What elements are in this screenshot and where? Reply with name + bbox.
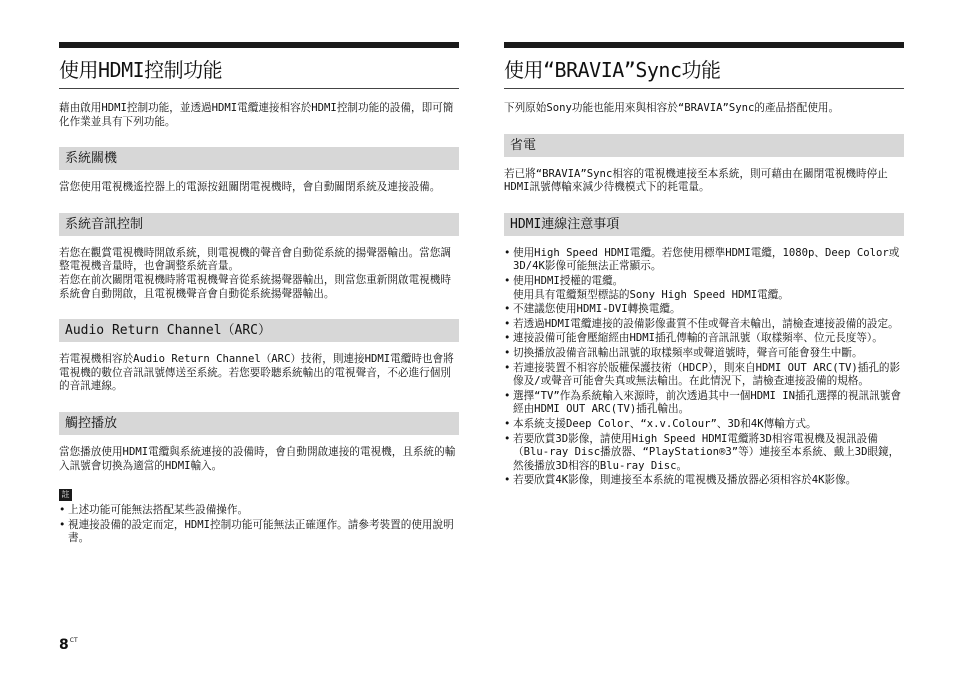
list-item: • 本系統支援Deep Color、“x.v.Colour”、3D和4K傳輸方式。 — [504, 418, 904, 432]
intro-text: 下列原始Sony功能也能用來與相容於“BRAVIA”Sync的產品搭配使用。 — [504, 102, 840, 114]
section-body: 若您在觀賞電視機時開啟系統，則電視機的聲音會自動從系統的揚聲器輸出。當您調整電視機音量時，也會調整系統音量。 — [59, 246, 451, 273]
list-item: • 視連接設備的設定而定，HDMI控制功能可能無法正確運作。請參考裝置的使用說明書。 — [59, 519, 459, 546]
section-body: 若已將“BRAVIA”Sync相容的電視機連接至本系統，則可藉由在關閉電視機時停止HDMI訊號傳輸來減少待機模式下的耗電量。 — [504, 167, 888, 194]
language-code: CT — [69, 637, 78, 644]
list-item: • 若要欣賞4K影像，則連接至本系統的電視機及播放器必須相容於4K影像。 — [504, 474, 904, 488]
section-body: 當您播放使用HDMI電纜與系統連接的設備時，會自動開啟連接的電視機，且系統的輸入訊號會切換為適當的HDMI輸入。 — [59, 445, 456, 472]
note-icon: 註 — [59, 489, 72, 501]
list-item: • 若要欣賞3D影像，請使用High Speed HDMI電纜將3D相容電視機及視訊設備（Blu-ray Disc播放器、“PlayStation®3”等）連接至本系統、戴上3D眼鏡，然後播放3D相容的Blu-ray Disc。 — [504, 433, 904, 474]
section-heading-system-power-off: 系統關機 — [59, 147, 459, 170]
hdmi-notes-list — [504, 247, 904, 488]
notes-list — [59, 504, 459, 546]
section-body: 當您使用電視機遙控器上的電源按鈕關閉電視機時，會自動關閉系統及連接設備。 — [59, 181, 441, 194]
list-item: • 若透過HDMI電纜連接的設備影像畫質不佳或聲音未輸出，請檢查連接設備的設定。 — [504, 318, 904, 332]
list-item: • 連接設備可能會壓縮經由HDMI插孔傳輸的音訊訊號（取樣頻率、位元長度等）。 — [504, 332, 904, 346]
right-column — [504, 42, 904, 489]
section-body: 若電視機相容於Audio Return Channel（ARC）技術，則連接HDMI電纜時也會將電視機的數位音訊訊號傳送至系統。若您要聆聽系統輸出的電視聲音，不必進行個別的音訊連線。 — [59, 353, 454, 393]
header-bar — [504, 42, 904, 48]
page-title-hdmi-control: 使用HDMI控制功能 — [59, 58, 223, 82]
section-heading-arc: Audio Return Channel（ARC） — [59, 319, 459, 342]
list-item: • 若連接裝置不相容於版權保護技術（HDCP），則來自HDMI OUT ARC(TV)插孔的影像及/或聲音可能會失真或無法輸出。在此情況下，請檢查連接設備的規格。 — [504, 362, 904, 389]
title-rule — [59, 88, 459, 89]
page-title-bravia-sync: 使用“BRAVIA”Sync功能 — [504, 58, 721, 82]
list-item: • 使用HDMI授權的電纜。 使用具有電纜類型標誌的Sony High Speed HDMI電纜。 — [504, 275, 904, 302]
section-heading-hdmi-notes: HDMI連線注意事項 — [504, 213, 904, 236]
list-item: • 上述功能可能無法搭配某些設備操作。 — [59, 504, 459, 518]
list-item: • 不建議您使用HDMI-DVI轉換電纜。 — [504, 303, 904, 317]
section-heading-one-touch-play: 觸控播放 — [59, 412, 459, 435]
header-bar — [59, 42, 459, 48]
list-item: • 切換播放設備音訊輸出訊號的取樣頻率或聲道號時，聲音可能會發生中斷。 — [504, 347, 904, 361]
intro-text: 藉由啟用HDMI控制功能，並透過HDMI電纜連接相容於HDMI控制功能的設備，即可簡化作業並具有下列功能。 — [59, 102, 454, 128]
list-item: • 選擇“TV”作為系統輸入來源時，前次透過其中一個HDMI IN插孔選擇的視訊訊號會經由HDMI OUT ARC(TV)插孔輸出。 — [504, 390, 904, 417]
section-heading-power-saving: 省電 — [504, 134, 904, 157]
page-number — [59, 637, 78, 653]
section-body: 若您在前次關閉電視機時將電視機聲音從系統揚聲器輸出，則當您重新開啟電視機時系統會自動開啟，且電視機聲音會自動從系統揚聲器輸出。 — [59, 273, 451, 300]
list-item: • 使用High Speed HDMI電纜。若您使用標準HDMI電纜，1080p、Deep Color或3D/4K影像可能無法正常顯示。 — [504, 247, 904, 274]
page-number-value: 8 — [59, 637, 69, 653]
left-column — [59, 42, 459, 547]
section-heading-system-audio-control: 系統音訊控制 — [59, 213, 459, 236]
title-rule — [504, 88, 904, 89]
